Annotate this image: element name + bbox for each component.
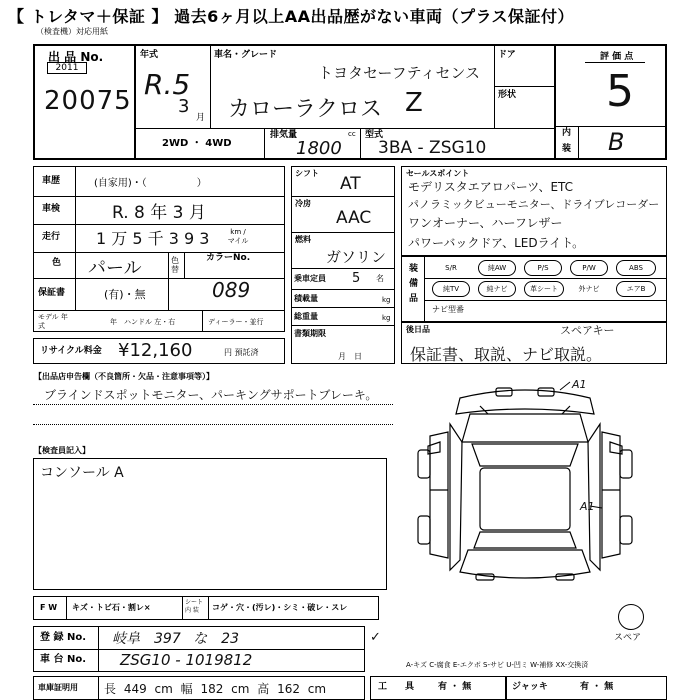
aftercare-label: 後日品: [406, 325, 430, 334]
sheet-subtitle: （検査機）対応用紙: [36, 27, 108, 36]
color-label: 色: [52, 258, 62, 268]
sheet-title: 【 トレタマ＋保証 】 過去6ヶ月以上AA出品歴がない車両（プラス保証付）: [8, 7, 574, 26]
model-code-value: 3BA - ZSG10: [378, 138, 487, 158]
mileage-label: 走行: [42, 232, 61, 242]
sales-line-2: パノラミックビューモニター、ドライブレコーダー: [408, 198, 660, 211]
equip-tv: 純TV: [432, 281, 470, 297]
seat-label: シート 内 装: [185, 599, 204, 614]
weight-unit: kg: [382, 314, 391, 322]
recycle-value: ¥12,160: [118, 340, 193, 361]
chassis-label: 車 台 No.: [40, 654, 87, 665]
lot-code: 2011: [47, 62, 87, 74]
model-code-label: 型式: [365, 130, 384, 140]
lot-number: 20075: [44, 86, 132, 116]
name-label: 車名・グレード: [214, 50, 278, 60]
year-value: R.5: [144, 68, 191, 101]
year-label: 年式: [140, 50, 159, 60]
model-year-label: モデル 年 式: [38, 313, 68, 330]
warranty-label: 保証書: [38, 288, 66, 298]
handle-label: 年 ハンドル 左・右: [110, 318, 176, 326]
docs-label: 書類期限: [294, 329, 326, 338]
capacity-unit: 名: [376, 274, 384, 283]
model-value: カローラクロス: [228, 97, 383, 122]
fuel-label: 燃料: [295, 235, 311, 244]
mileage-unit: km / マイル: [227, 228, 249, 245]
shift-value: AT: [340, 174, 361, 194]
mileage-value: 1 万 5 千 3 9 3: [96, 229, 210, 248]
equip-ps: P/S: [524, 260, 562, 276]
drive-label: 2WD ・ 4WD: [162, 138, 232, 149]
notes-value: ブラインドスポットモニター、パーキングサポートブレーキ。: [44, 388, 378, 402]
diagram-mark-side: A1: [580, 500, 595, 513]
chassis-value: ZSG10 - 1019812: [120, 651, 253, 669]
nav-model-label: ナビ型番: [432, 305, 464, 314]
dealer-label: ディーラー・並行: [208, 318, 264, 326]
displacement-label: 排気量: [270, 130, 298, 140]
door-label: ドア: [498, 50, 516, 60]
load-label: 積載量: [294, 294, 318, 303]
reg-value: 岐阜 397 な 23: [112, 631, 239, 647]
fuel-value: ガソリン: [326, 248, 387, 266]
load-unit: kg: [382, 296, 391, 304]
car-diagram: [410, 380, 640, 590]
spare-label: スペア: [614, 633, 642, 643]
check-mark: ✓: [370, 630, 381, 645]
recycle-unit: 円 預託済: [224, 348, 259, 357]
color-value: パール: [88, 258, 142, 279]
score-value: 5: [606, 66, 634, 117]
color-code-value: 089: [212, 278, 251, 302]
sales-line-3: ワンオーナー、ハーフレザー: [408, 216, 563, 230]
equip-airbag: エアB: [616, 281, 656, 297]
grade-value: Z: [405, 88, 423, 118]
weight-label: 総重量: [294, 312, 318, 321]
aircon-label: 冷房: [295, 199, 311, 208]
equip-ext-nav: 外ナビ: [578, 285, 600, 293]
garage-label: 車庫証明用: [38, 683, 78, 692]
notes-label: 【出品店申告欄（不良箇所・欠品・注意事項等）】: [34, 372, 214, 381]
equip-abs: ABS: [616, 260, 656, 276]
tools-value: 有 ・ 無: [438, 682, 472, 692]
equipment-label: 装 備 品: [409, 264, 419, 304]
docs-unit: 月 日: [338, 352, 362, 361]
displacement-value: 1800: [296, 138, 342, 159]
sales-points-label: セールスポイント: [406, 169, 470, 178]
jack-label: ジャッキ: [512, 682, 548, 692]
score-label: 評 価 点: [600, 52, 634, 62]
inspection-label: 車検: [42, 204, 61, 214]
interior-label-1: 内: [562, 128, 572, 138]
shift-label: シフト: [295, 169, 319, 178]
inspection-value: R. 8 年 3 月: [112, 203, 206, 223]
equip-leather: 革シート: [524, 281, 564, 297]
displacement-unit: cc: [348, 130, 356, 138]
jack-value: 有 ・ 無: [580, 682, 614, 692]
capacity-value: 5: [352, 271, 361, 286]
aftercare-value: 保証書、取説、ナビ取説。: [410, 345, 603, 364]
fw-text: キズ・トビ石・割レ×: [72, 603, 151, 612]
codes-legend: A-キズ C-腐食 E-エクボ S-サビ U-凹ミ W-補修 XX-交換済: [406, 661, 589, 669]
history-value: (自家用)・（ ）: [94, 178, 207, 189]
aftercare-spare-key: スペアキー: [560, 324, 615, 337]
sales-line-1: モデリスタエアロパーツ、ETC: [408, 180, 574, 194]
fw-label: F W: [40, 603, 58, 612]
color-change-label: 色替: [171, 256, 179, 274]
garage-value: 長 449 cm 幅 182 cm 高 162 cm: [104, 682, 327, 696]
month-unit: 月: [196, 113, 206, 123]
equip-alloy: 純AW: [478, 260, 516, 276]
interior-label-2: 装: [562, 144, 572, 154]
equip-nav: 純ナビ: [478, 281, 516, 297]
sales-line-4: パワーバックドア、LEDライト。: [408, 236, 585, 250]
capacity-label: 乗車定員: [294, 274, 326, 283]
interior-value: B: [608, 128, 625, 156]
lot-label: 出 品 No.: [48, 50, 104, 64]
color-code-label: カラーNo.: [206, 253, 251, 263]
tools-label: 工 具: [378, 682, 415, 692]
diagram-mark-top: A1: [572, 378, 587, 391]
inspector-value: コンソール A: [40, 465, 124, 481]
warranty-value: (有)・無: [104, 288, 146, 301]
reg-label: 登 録 No.: [40, 632, 87, 643]
equip-pw: P/W: [570, 260, 608, 276]
recycle-label: リサイクル料金: [40, 346, 102, 356]
month-value: 3: [178, 96, 190, 117]
history-label: 車歴: [42, 176, 61, 186]
equip-sr: S/R: [445, 264, 457, 272]
inspector-label: 【検査員記入】: [34, 446, 90, 455]
aircon-value: AAC: [336, 208, 372, 228]
name-value: トヨタセーフティセンス: [318, 64, 481, 82]
spare-tire-icon: [618, 604, 644, 630]
details-block: [33, 166, 285, 332]
seat-text: コゲ・穴・(汚レ)・シミ・破レ・スレ: [212, 603, 348, 612]
shape-label: 形状: [498, 90, 517, 100]
